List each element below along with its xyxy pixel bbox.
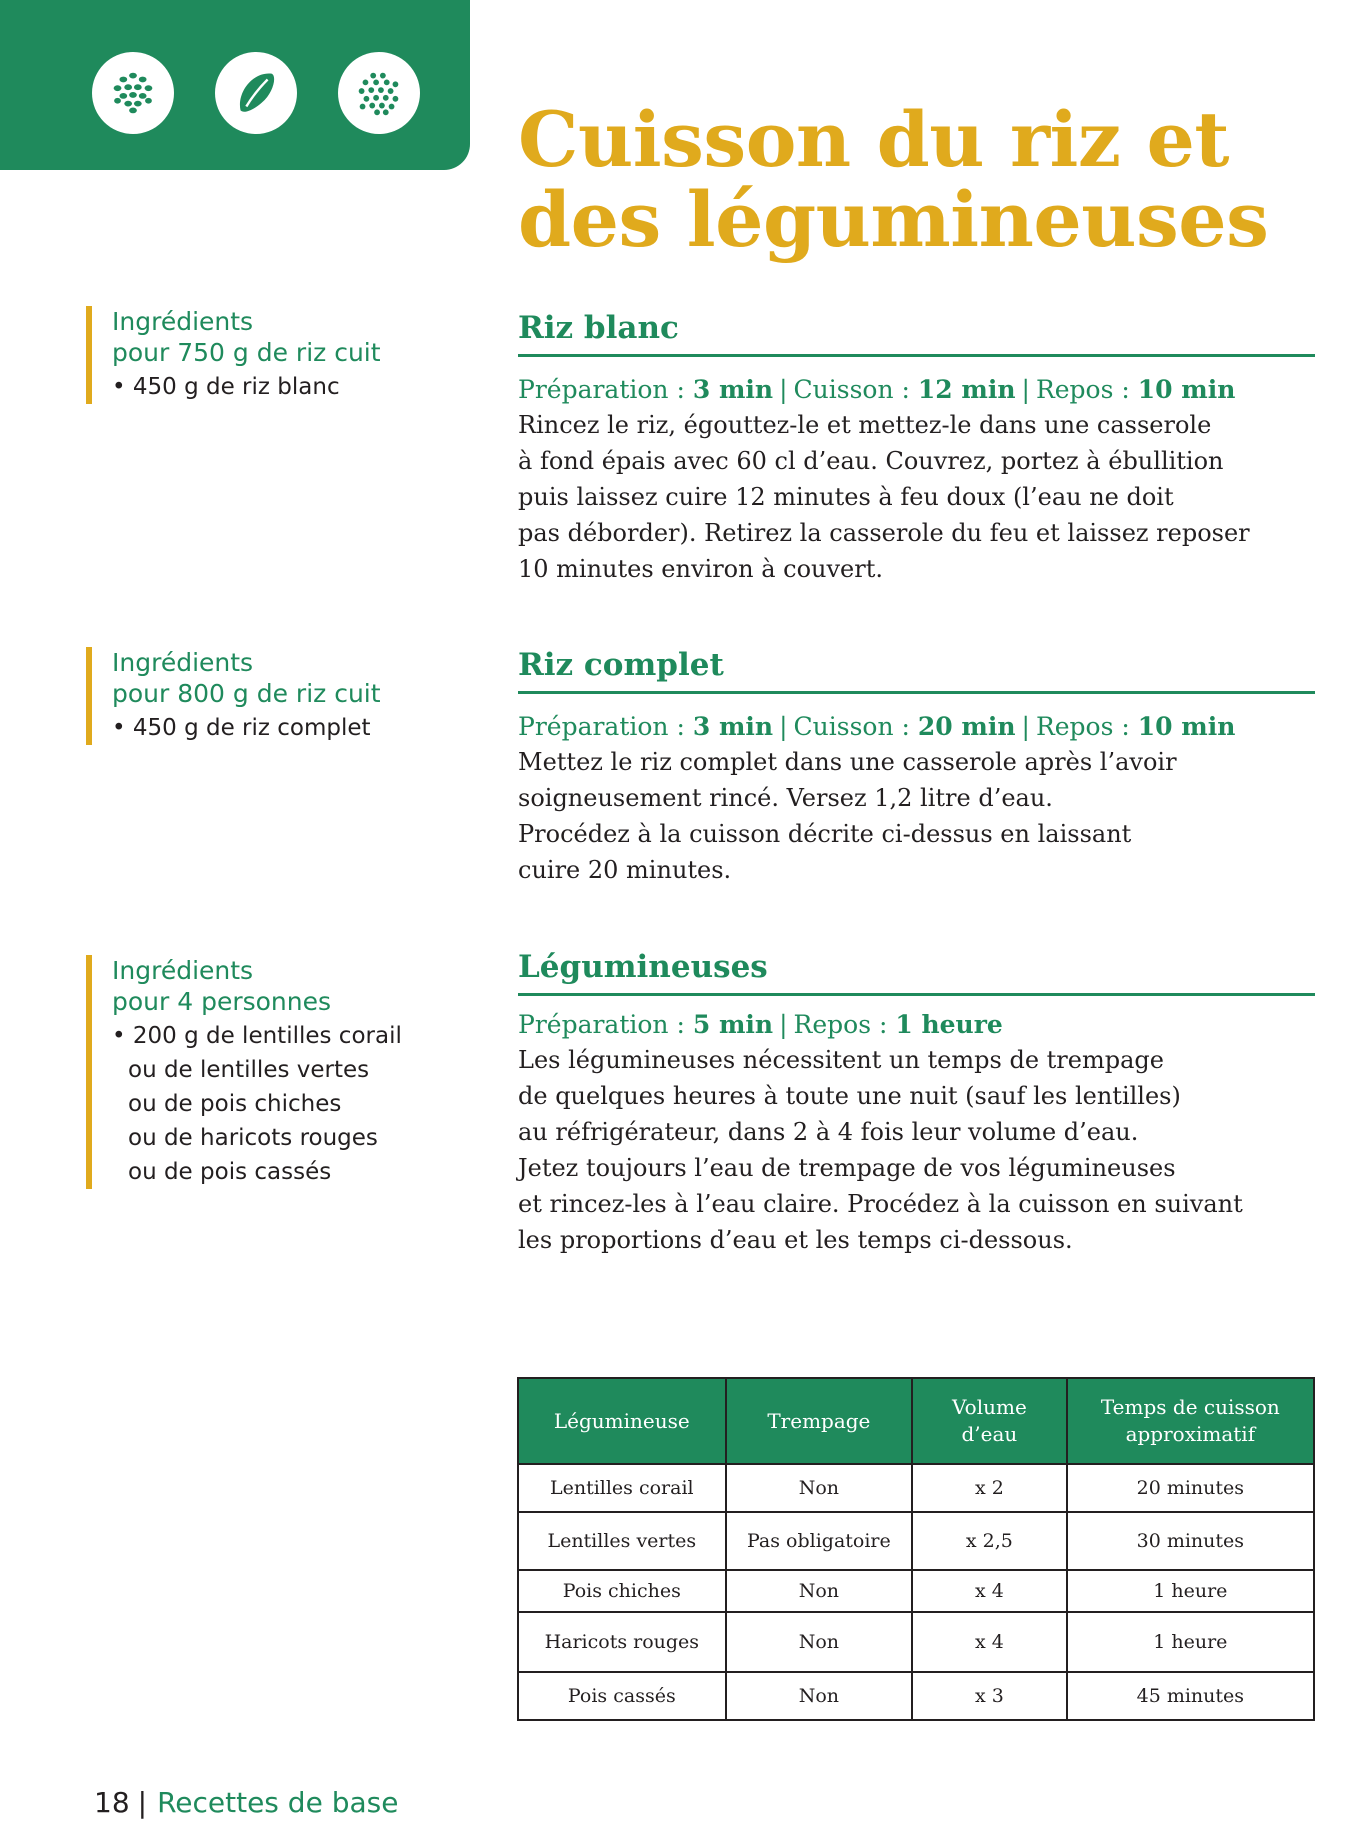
section-title: Riz complet bbox=[518, 645, 1315, 694]
timing-value: 20 min bbox=[917, 712, 1016, 741]
timing-label: Repos : bbox=[1035, 375, 1138, 404]
body-line: de quelques heures à toute une nuit (sauf les lentilles) bbox=[518, 1082, 1181, 1110]
ingredients-heading-line: pour 4 personnes bbox=[112, 987, 332, 1016]
table-cell: 1 heure bbox=[1067, 1612, 1314, 1672]
header-line: Volume bbox=[952, 1395, 1027, 1419]
header-line: d’eau bbox=[961, 1422, 1018, 1446]
table-cell: Non bbox=[726, 1570, 913, 1612]
table-cell: Non bbox=[726, 1612, 913, 1672]
timing-line bbox=[518, 375, 1315, 405]
ingredients-heading-line: pour 800 g de riz cuit bbox=[112, 679, 381, 708]
table-cell: Lentilles vertes bbox=[518, 1512, 726, 1570]
timing-value: 5 min bbox=[692, 1010, 774, 1039]
header-line: Temps de cuisson bbox=[1100, 1395, 1280, 1419]
section-body bbox=[518, 744, 1298, 888]
body-line: Mettez le riz complet dans une casserole après l’avoir bbox=[518, 748, 1177, 776]
table-cell: Haricots rouges bbox=[518, 1612, 726, 1672]
body-line: 10 minutes environ à couvert. bbox=[518, 555, 884, 583]
table-cell: Non bbox=[726, 1464, 913, 1512]
timing-separator: | bbox=[779, 375, 788, 404]
table-header-cell bbox=[1067, 1378, 1314, 1464]
section-body bbox=[518, 407, 1298, 587]
body-line: Les légumineuses nécessitent un temps de trempage bbox=[518, 1046, 1164, 1074]
timing-separator: | bbox=[779, 712, 788, 741]
timing-label: Préparation : bbox=[518, 712, 693, 741]
timing-separator: | bbox=[1021, 375, 1030, 404]
ingredient-line: ou de lentilles vertes bbox=[128, 1057, 370, 1083]
table-cell: x 4 bbox=[912, 1612, 1067, 1672]
ingredients-riz-complet bbox=[86, 647, 492, 745]
body-line: les proportions d’eau et les temps ci-dessous. bbox=[518, 1226, 1073, 1254]
timing-label: Repos : bbox=[1035, 712, 1138, 741]
table-cell: x 2 bbox=[912, 1464, 1067, 1512]
body-line: Rincez le riz, égouttez-le et mettez-le dans une casserole bbox=[518, 411, 1212, 439]
body-line: pas déborder). Retirez la casserole du feu et laissez reposer bbox=[518, 519, 1250, 547]
lentils-icon bbox=[338, 52, 420, 134]
ingredient-list bbox=[112, 370, 492, 404]
ingredient-list bbox=[112, 711, 492, 745]
timing-line bbox=[518, 1010, 1315, 1040]
ingredients-heading-line: Ingrédients bbox=[112, 307, 254, 336]
timing-label: Préparation : bbox=[518, 1010, 693, 1039]
table-header-cell bbox=[912, 1378, 1067, 1464]
chapter-name: Recettes de base bbox=[157, 1786, 399, 1819]
timing-label: Cuisson : bbox=[793, 712, 918, 741]
ingredients-heading bbox=[112, 647, 492, 709]
ingredient-line: • 450 g de riz complet bbox=[112, 715, 371, 741]
ingredient-line: • 450 g de riz blanc bbox=[112, 374, 340, 400]
ingredients-heading-line: pour 750 g de riz cuit bbox=[112, 338, 381, 367]
ingredients-heading bbox=[112, 955, 492, 1017]
page-title bbox=[518, 95, 1269, 264]
ingredient-line: ou de pois cassés bbox=[128, 1159, 332, 1185]
table-cell: Lentilles corail bbox=[518, 1464, 726, 1512]
timing-line bbox=[518, 712, 1315, 742]
table-row bbox=[518, 1570, 1314, 1612]
body-line: puis laissez cuire 12 minutes à feu doux (l’eau ne doit bbox=[518, 483, 1174, 511]
body-line: Procédez à la cuisson décrite ci-dessus en laissant bbox=[518, 820, 1132, 848]
cooking-table bbox=[517, 1377, 1315, 1721]
table-cell: 30 minutes bbox=[1067, 1512, 1314, 1570]
timing-value: 3 min bbox=[692, 712, 774, 741]
ingredients-heading bbox=[112, 306, 492, 368]
ingredients-heading-line: Ingrédients bbox=[112, 956, 254, 985]
table-cell: Pois chiches bbox=[518, 1570, 726, 1612]
table-cell: x 3 bbox=[912, 1672, 1067, 1720]
body-line: cuire 20 minutes. bbox=[518, 856, 732, 884]
timing-value: 1 heure bbox=[895, 1010, 1003, 1039]
table-cell: Pois cassés bbox=[518, 1672, 726, 1720]
page-footer bbox=[94, 1786, 398, 1819]
section-legumineuses bbox=[518, 947, 1315, 1258]
table-cell: Pas obligatoire bbox=[726, 1512, 913, 1570]
table-cell: 20 minutes bbox=[1067, 1464, 1314, 1512]
body-line: soigneusement rincé. Versez 1,2 litre d’eau. bbox=[518, 784, 1053, 812]
section-title: Légumineuses bbox=[518, 947, 1315, 996]
table-header-row bbox=[518, 1378, 1314, 1464]
title-line: des légumineuses bbox=[518, 175, 1269, 264]
timing-value: 10 min bbox=[1137, 712, 1236, 741]
ingredients-riz-blanc bbox=[86, 306, 492, 404]
table-cell: Non bbox=[726, 1672, 913, 1720]
table-cell: x 2,5 bbox=[912, 1512, 1067, 1570]
table-header-cell bbox=[726, 1378, 913, 1464]
table-row bbox=[518, 1612, 1314, 1672]
header-green-tab bbox=[0, 0, 470, 170]
ingredient-line: ou de pois chiches bbox=[128, 1091, 342, 1117]
header-line: Légumineuse bbox=[553, 1408, 690, 1433]
body-line: et rincez-les à l’eau claire. Procédez à la cuisson en suivant bbox=[518, 1190, 1243, 1218]
timing-value: 3 min bbox=[692, 375, 774, 404]
section-title: Riz blanc bbox=[518, 308, 1315, 357]
timing-value: 12 min bbox=[917, 375, 1016, 404]
beans-icon bbox=[92, 52, 174, 134]
timing-separator: | bbox=[779, 1010, 788, 1039]
footer-separator: | bbox=[137, 1786, 148, 1819]
title-line: Cuisson du riz et bbox=[518, 95, 1229, 184]
body-line: à fond épais avec 60 cl d’eau. Couvrez, portez à ébullition bbox=[518, 447, 1224, 475]
table-cell: 1 heure bbox=[1067, 1570, 1314, 1612]
ingredients-heading-line: Ingrédients bbox=[112, 648, 254, 677]
timing-label: Repos : bbox=[793, 1010, 896, 1039]
section-riz-blanc bbox=[518, 308, 1315, 587]
timing-separator: | bbox=[1021, 712, 1030, 741]
ingredients-legumineuses bbox=[86, 955, 492, 1189]
table-row bbox=[518, 1464, 1314, 1512]
table-header-cell bbox=[518, 1378, 726, 1464]
bean-pod-icon bbox=[215, 52, 297, 134]
timing-label: Cuisson : bbox=[793, 375, 918, 404]
body-line: au réfrigérateur, dans 2 à 4 fois leur volume d’eau. bbox=[518, 1118, 1139, 1146]
table-cell: x 4 bbox=[912, 1570, 1067, 1612]
timing-label: Préparation : bbox=[518, 375, 693, 404]
table-cell: 45 minutes bbox=[1067, 1672, 1314, 1720]
ingredient-list bbox=[112, 1019, 492, 1189]
timing-value: 10 min bbox=[1137, 375, 1236, 404]
section-riz-complet bbox=[518, 645, 1315, 888]
header-line: Trempage bbox=[767, 1408, 871, 1433]
table-row bbox=[518, 1512, 1314, 1570]
header-line: approximatif bbox=[1125, 1422, 1256, 1446]
section-body bbox=[518, 1042, 1298, 1258]
page-number: 18 bbox=[94, 1786, 130, 1819]
ingredient-line: • 200 g de lentilles corail bbox=[112, 1023, 402, 1049]
table-row bbox=[518, 1672, 1314, 1720]
ingredient-line: ou de haricots rouges bbox=[128, 1125, 378, 1151]
body-line: Jetez toujours l’eau de trempage de vos légumineuses bbox=[518, 1154, 1176, 1182]
